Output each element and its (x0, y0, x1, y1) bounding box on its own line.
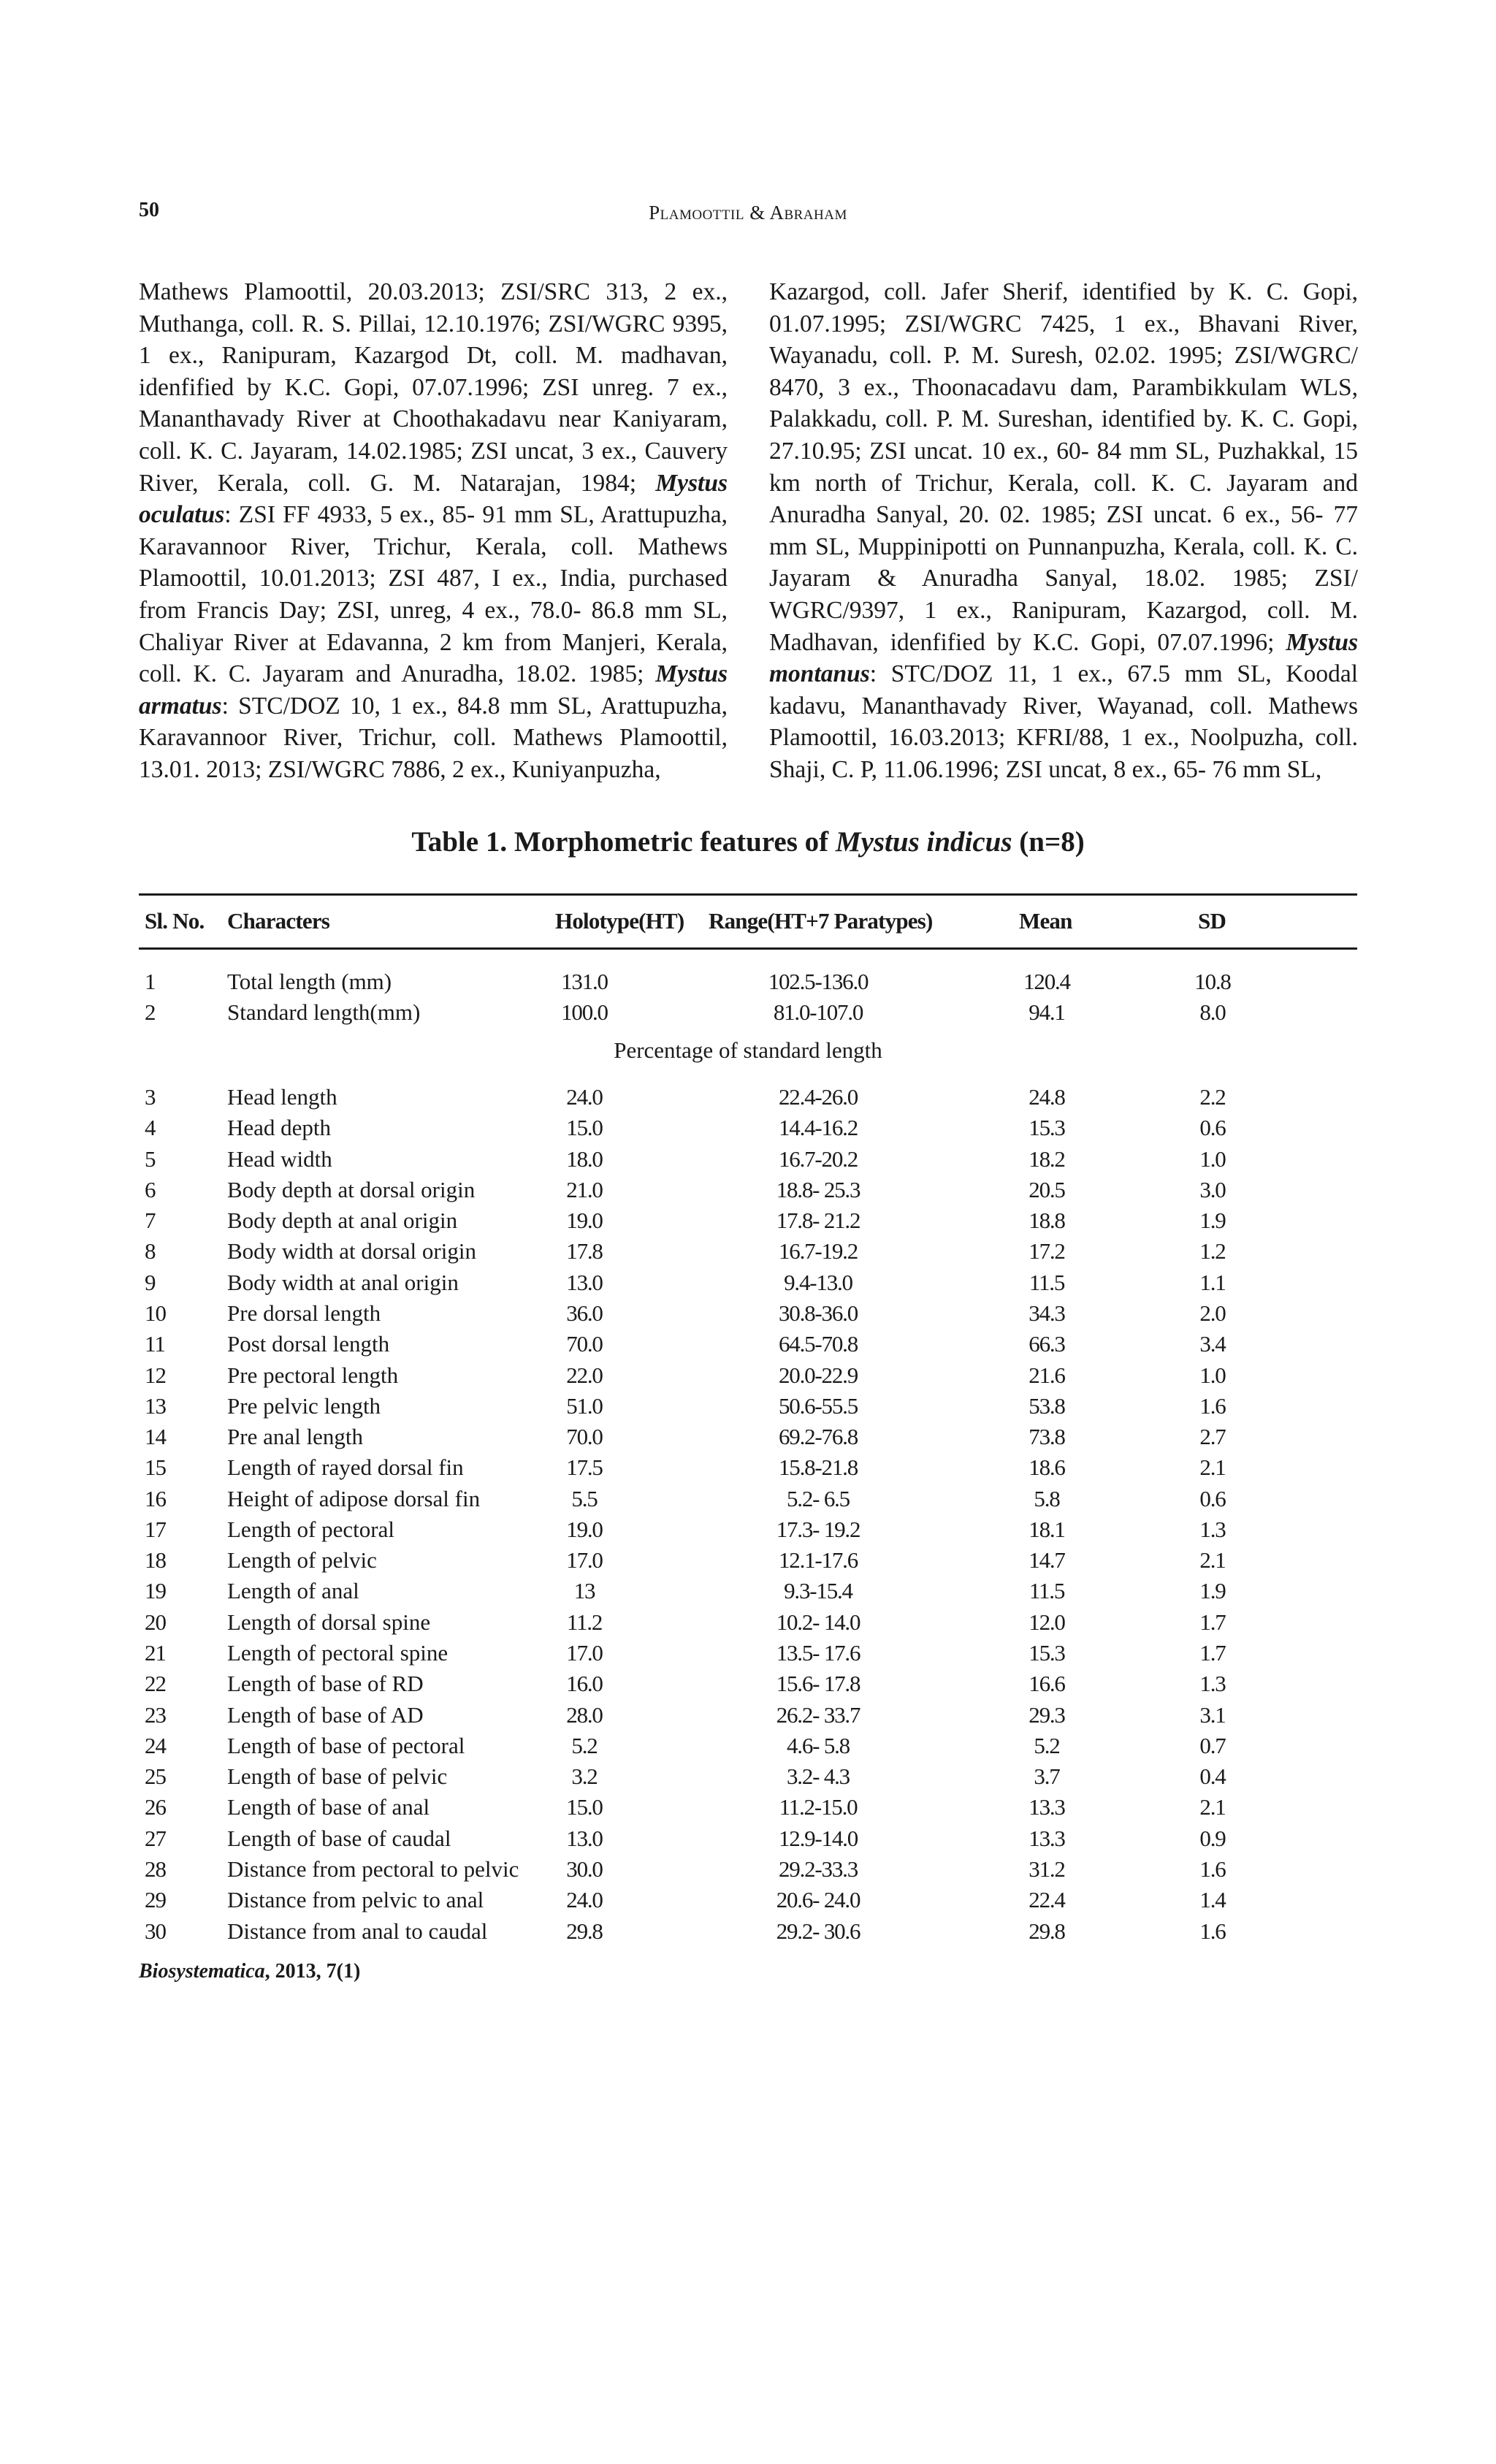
row-number: 7 (145, 1208, 156, 1234)
row-range: 12.9-14.0 (778, 1825, 858, 1851)
table-row (0, 1638, 1496, 1668)
row-character: Length of pectoral spine (227, 1640, 449, 1666)
row-number: 18 (145, 1547, 166, 1574)
row-sd: 1.3 (1199, 1671, 1226, 1697)
row-character: Distance from anal to caudal (227, 1918, 488, 1944)
table-row (0, 1607, 1496, 1638)
row-sd: 1.7 (1199, 1640, 1226, 1666)
left-column (139, 276, 728, 786)
row-number: 23 (145, 1701, 166, 1728)
column-text-segment: : ZSI FF 4933, 5 ex., 85- 91 mm SL, Arattupuzha, Karavannoor River, Trichur, Kerala, coll. Mathews Plamoottil, 10.01.2013; ZSI 487, I ex., India, purchased from Francis Day; ZSI, unreg, 4 ex., 78.0- 86.8 mm SL, Chaliyar River at Edavanna, 2 km from Manjeri, Kerala, coll. K. C. Jayaram and Anuradha, 18.02. 1985; (139, 501, 728, 688)
row-holotype: 51.0 (566, 1392, 603, 1419)
row-number: 9 (145, 1269, 156, 1295)
row-sd: 0.9 (1199, 1825, 1226, 1851)
row-mean: 20.5 (1028, 1176, 1065, 1202)
row-mean: 3.7 (1034, 1763, 1060, 1790)
table-row (0, 1576, 1496, 1606)
row-sd: 1.4 (1199, 1887, 1226, 1913)
row-mean: 5.2 (1034, 1732, 1060, 1758)
column-text-segment: : STC/DOZ 11, 1 ex., 67.5 mm SL, Koodal kadavu, Mananthavady River, Wayanad, coll. Mathews Plamoottil, 16.03.2013; KFRI/88, 1 ex., Noolpuzha, coll. Shaji, C. P, 11.06.1996; ZSI uncat, 8 ex., 65- 76 mm SL, (769, 660, 1358, 783)
header-holotype: Holotype(HT) (555, 908, 684, 934)
row-character: Length of base of caudal (227, 1825, 451, 1851)
row-sd: 0.7 (1199, 1732, 1226, 1758)
row-holotype: 28.0 (566, 1701, 603, 1728)
row-mean: 17.2 (1028, 1238, 1065, 1265)
row-character: Head width (227, 1145, 332, 1172)
journal-name: Biosystematica (139, 1960, 265, 1983)
header-sd: SD (1198, 908, 1226, 934)
row-holotype: 22.0 (566, 1362, 603, 1388)
row-sd: 0.6 (1199, 1485, 1226, 1511)
row-mean: 11.5 (1028, 1578, 1065, 1604)
row-holotype: 70.0 (566, 1331, 603, 1357)
row-mean: 5.8 (1034, 1485, 1060, 1511)
row-range: 50.6-55.5 (778, 1392, 858, 1419)
table-top-rule (139, 893, 1357, 896)
row-holotype: 17.0 (566, 1640, 603, 1666)
row-mean: 73.8 (1028, 1424, 1065, 1450)
row-number: 16 (145, 1485, 166, 1511)
table-row (0, 1761, 1496, 1792)
species-name: Mystus montanus (769, 628, 1358, 688)
header-range: Range(HT+7 Paratypes) (709, 908, 933, 934)
row-number: 8 (145, 1238, 156, 1265)
table-row (0, 1205, 1496, 1236)
table-row (0, 1731, 1496, 1761)
row-holotype: 17.0 (566, 1547, 603, 1574)
row-number: 13 (145, 1392, 166, 1419)
row-range: 20.6- 24.0 (776, 1887, 860, 1913)
row-sd: 2.2 (1199, 1084, 1226, 1110)
row-holotype: 5.2 (571, 1732, 598, 1758)
table-row (0, 1175, 1496, 1205)
row-character: Distance from pelvic to anal (227, 1887, 484, 1913)
table-row (0, 1267, 1496, 1298)
row-number: 11 (145, 1331, 165, 1357)
row-character: Length of pectoral (227, 1516, 394, 1542)
running-head: Plamoottil & Abraham (649, 202, 847, 224)
species-name: Mystus oculatus (139, 469, 728, 529)
row-sd: 0.6 (1199, 1115, 1226, 1141)
table-row (0, 1885, 1496, 1915)
row-number: 17 (145, 1516, 166, 1542)
header-mean: Mean (1019, 908, 1072, 934)
table-title-suffix: (n=8) (1012, 826, 1085, 858)
row-mean: 18.2 (1028, 1145, 1065, 1172)
row-mean: 94.1 (1028, 999, 1065, 1025)
row-sd: 3.0 (1199, 1176, 1226, 1202)
row-number: 2 (145, 999, 156, 1025)
table-row (0, 1823, 1496, 1854)
row-number: 27 (145, 1825, 166, 1851)
row-range: 5.2- 6.5 (787, 1485, 850, 1511)
species-name: Mystus armatus (139, 660, 728, 720)
row-mean: 29.8 (1028, 1918, 1065, 1944)
row-sd: 2.1 (1199, 1454, 1226, 1481)
row-mean: 18.8 (1028, 1208, 1065, 1234)
row-sd: 1.0 (1199, 1145, 1226, 1172)
row-mean: 21.6 (1028, 1362, 1065, 1388)
table-row (0, 1144, 1496, 1175)
row-holotype: 15.0 (566, 1115, 603, 1141)
row-sd: 1.2 (1199, 1238, 1226, 1265)
table-row (0, 1916, 1496, 1947)
row-character: Length of anal (227, 1578, 359, 1604)
section-label: Percentage of standard length (614, 1037, 882, 1063)
table-row (0, 997, 1496, 1028)
row-character: Length of base of anal (227, 1794, 430, 1820)
journal-citation (139, 1960, 360, 1983)
row-range: 9.3-15.4 (784, 1578, 852, 1604)
table-row (0, 1422, 1496, 1452)
row-number: 3 (145, 1084, 156, 1110)
row-mean: 66.3 (1028, 1331, 1065, 1357)
row-number: 15 (145, 1454, 166, 1481)
row-holotype: 17.5 (566, 1454, 603, 1481)
row-holotype: 29.8 (566, 1918, 603, 1944)
row-number: 28 (145, 1856, 166, 1882)
page-number: 50 (139, 199, 159, 221)
row-character: Post dorsal length (227, 1331, 390, 1357)
row-number: 26 (145, 1794, 166, 1820)
row-mean: 15.3 (1028, 1640, 1065, 1666)
row-sd: 1.1 (1199, 1269, 1226, 1295)
row-holotype: 11.2 (566, 1609, 603, 1635)
row-mean: 15.3 (1028, 1115, 1065, 1141)
row-range: 15.6- 17.8 (776, 1671, 860, 1697)
row-holotype: 15.0 (566, 1794, 603, 1820)
column-text-segment: Kazargod, coll. Jafer Sherif, identified by K. C. Gopi, 01.07.1995; ZSI/WGRC 7425, 1 ex., Bhavani River, Wayanadu, coll. P. M. Suresh, 02.02. 1995; ZSI/WGRC/ 8470, 3 ex., Thoonacadavu dam, Parambikkulam WLS, Palakkadu, coll. P. M. Sureshan, identified by. K. C. Gopi, 27.10.95; ZSI uncat. 10 ex., 60- 84 mm SL, Puzhakkal, 15 km north of Trichur, Kerala, coll. K. C. Jayaram and Anuradha Sanyal, 20. 02. 1985; ZSI uncat. 6 ex., 56- 77 mm SL, Muppinipotti on Punnanpuzha, Kerala, coll. K. C. Jayaram & Anuradha Sanyal, 18.02. 1985; ZSI/ WGRC/9397, 1 ex., Ranipuram, Kazargod, coll. M. Madhavan, idenfified by K.C. Gopi, 07.07.1996; (769, 278, 1358, 656)
row-holotype: 36.0 (566, 1300, 603, 1326)
header-sl-no: Sl. No. (145, 908, 205, 934)
row-holotype: 70.0 (566, 1424, 603, 1450)
row-range: 10.2- 14.0 (776, 1609, 860, 1635)
row-range: 4.6- 5.8 (787, 1732, 850, 1758)
row-character: Distance from pectoral to pelvic (227, 1856, 519, 1882)
journal-volume: , 2013, 7(1) (264, 1960, 361, 1983)
row-mean: 11.5 (1028, 1269, 1065, 1295)
row-sd: 2.1 (1199, 1547, 1226, 1574)
table-header-rule (139, 947, 1357, 950)
row-range: 15.8-21.8 (778, 1454, 858, 1481)
row-sd: 2.7 (1199, 1424, 1226, 1450)
row-character: Pre pelvic length (227, 1392, 381, 1419)
row-character: Length of dorsal spine (227, 1609, 431, 1635)
row-sd: 2.1 (1199, 1794, 1226, 1820)
row-sd: 1.0 (1199, 1362, 1226, 1388)
row-range: 26.2- 33.7 (776, 1701, 860, 1728)
row-range: 17.8- 21.2 (776, 1208, 860, 1234)
row-number: 29 (145, 1887, 166, 1913)
row-sd: 1.7 (1199, 1609, 1226, 1635)
row-character: Head depth (227, 1115, 332, 1141)
row-mean: 16.6 (1028, 1671, 1065, 1697)
table-row (0, 1700, 1496, 1731)
row-holotype: 19.0 (566, 1208, 603, 1234)
row-character: Pre pectoral length (227, 1362, 399, 1388)
table-row (0, 1854, 1496, 1885)
table-row (0, 1391, 1496, 1422)
row-holotype: 100.0 (561, 999, 608, 1025)
row-mean: 53.8 (1028, 1392, 1065, 1419)
row-sd: 1.6 (1199, 1918, 1226, 1944)
row-holotype: 17.8 (566, 1238, 603, 1265)
row-number: 19 (145, 1578, 166, 1604)
row-holotype: 13 (573, 1578, 595, 1604)
row-number: 22 (145, 1671, 166, 1697)
row-range: 12.1-17.6 (778, 1547, 858, 1574)
row-range: 81.0-107.0 (773, 999, 863, 1025)
row-character: Length of base of AD (227, 1701, 424, 1728)
table-row (0, 1329, 1496, 1359)
row-holotype: 21.0 (566, 1176, 603, 1202)
row-character: Standard length(mm) (227, 999, 421, 1025)
column-text-segment: : STC/DOZ 10, 1 ex., 84.8 mm SL, Arattupuzha, Karavannoor River, Trichur, coll. Mathews Plamoottil, 13.01. 2013; ZSI/WGRC 7886, 2 ex., Kuniyanpuzha, (139, 692, 728, 783)
row-character: Pre anal length (227, 1424, 363, 1450)
row-range: 16.7-20.2 (778, 1145, 858, 1172)
row-character: Length of pelvic (227, 1547, 377, 1574)
row-character: Length of rayed dorsal fin (227, 1454, 464, 1481)
row-number: 25 (145, 1763, 166, 1790)
row-character: Height of adipose dorsal fin (227, 1485, 481, 1511)
row-character: Head length (227, 1084, 337, 1110)
row-holotype: 3.2 (571, 1763, 598, 1790)
row-number: 21 (145, 1640, 166, 1666)
row-holotype: 30.0 (566, 1856, 603, 1882)
row-sd: 3.4 (1199, 1331, 1226, 1357)
row-sd: 8.0 (1199, 999, 1226, 1025)
right-column-text (769, 276, 1358, 786)
row-sd: 10.8 (1194, 969, 1231, 994)
table-title-prefix: Table 1. Morphometric features of (411, 826, 836, 858)
row-number: 5 (145, 1145, 156, 1172)
table-row (0, 1452, 1496, 1483)
table-row (0, 966, 1496, 997)
row-mean: 14.7 (1028, 1547, 1065, 1574)
row-range: 14.4-16.2 (778, 1115, 858, 1141)
row-holotype: 24.0 (566, 1084, 603, 1110)
row-holotype: 16.0 (566, 1671, 603, 1697)
row-range: 22.4-26.0 (778, 1084, 858, 1110)
row-mean: 13.3 (1028, 1794, 1065, 1820)
row-character: Length of base of pelvic (227, 1763, 448, 1790)
row-number: 30 (145, 1918, 166, 1944)
row-holotype: 13.0 (566, 1269, 603, 1295)
row-range: 29.2- 30.6 (776, 1918, 860, 1944)
row-character: Body width at dorsal origin (227, 1238, 476, 1265)
row-mean: 13.3 (1028, 1825, 1065, 1851)
row-sd: 2.0 (1199, 1300, 1226, 1326)
row-number: 12 (145, 1362, 166, 1388)
row-number: 10 (145, 1300, 166, 1326)
row-character: Length of base of RD (227, 1671, 424, 1697)
row-holotype: 13.0 (566, 1825, 603, 1851)
row-sd: 1.6 (1199, 1392, 1226, 1419)
table-row (0, 1113, 1496, 1143)
header-characters: Characters (227, 908, 330, 934)
row-mean: 31.2 (1028, 1856, 1065, 1882)
row-number: 14 (145, 1424, 166, 1450)
row-mean: 18.6 (1028, 1454, 1065, 1481)
row-range: 9.4-13.0 (784, 1269, 852, 1295)
table-row (0, 1082, 1496, 1113)
row-range: 18.8- 25.3 (776, 1176, 860, 1202)
row-holotype: 19.0 (566, 1516, 603, 1542)
row-range: 29.2-33.3 (778, 1856, 858, 1882)
row-mean: 29.3 (1028, 1701, 1065, 1728)
row-sd: 0.4 (1199, 1763, 1226, 1790)
row-number: 4 (145, 1115, 156, 1141)
table-row (0, 1514, 1496, 1545)
row-character: Body width at anal origin (227, 1269, 459, 1295)
table-row (0, 1360, 1496, 1391)
row-mean: 24.8 (1028, 1084, 1065, 1110)
row-range: 16.7-19.2 (778, 1238, 858, 1265)
left-column-text (139, 276, 728, 786)
row-character: Pre dorsal length (227, 1300, 381, 1326)
table-row (0, 1236, 1496, 1267)
table-row (0, 1298, 1496, 1329)
row-mean: 12.0 (1028, 1609, 1065, 1635)
row-range: 20.0-22.9 (778, 1362, 858, 1388)
row-sd: 3.1 (1199, 1701, 1226, 1728)
column-text-segment: Mathews Plamoottil, 20.03.2013; ZSI/SRC 313, 2 ex., Muthanga, coll. R. S. Pillai, 12.10.1976; ZSI/WGRC 9395, 1 ex., Ranipuram, Kazargod Dt, coll. M. madhavan, idenfified by K.C. Gopi, 07.07.1996; ZSI unreg. 7 ex., Mananthavady River at Choothakadavu near Kaniyaram, coll. K. C. Jayaram, 14.02.1985; ZSI uncat, 3 ex., Cauvery River, Kerala, coll. G. M. Natarajan, 1984; (139, 278, 728, 497)
row-holotype: 18.0 (566, 1145, 603, 1172)
row-range: 69.2-76.8 (778, 1424, 858, 1450)
table-row (0, 1668, 1496, 1699)
row-character: Body depth at dorsal origin (227, 1176, 476, 1202)
row-sd: 1.3 (1199, 1516, 1226, 1542)
table-row (0, 1792, 1496, 1823)
row-number: 6 (145, 1176, 156, 1202)
right-column (769, 276, 1358, 786)
row-holotype: 5.5 (571, 1485, 598, 1511)
row-range: 13.5- 17.6 (776, 1640, 860, 1666)
row-mean: 18.1 (1028, 1516, 1065, 1542)
row-mean: 22.4 (1028, 1887, 1065, 1913)
row-range: 30.8-36.0 (778, 1300, 858, 1326)
row-mean: 120.4 (1023, 969, 1070, 994)
row-range: 102.5-136.0 (768, 969, 869, 994)
table-title (0, 825, 1496, 858)
row-sd: 1.9 (1199, 1578, 1226, 1604)
row-sd: 1.9 (1199, 1208, 1226, 1234)
table-title-species: Mystus indicus (835, 826, 1012, 858)
row-number: 24 (145, 1732, 166, 1758)
table-row (0, 1545, 1496, 1576)
row-sd: 1.6 (1199, 1856, 1226, 1882)
row-range: 3.2- 4.3 (787, 1763, 850, 1790)
row-range: 11.2-15.0 (779, 1794, 858, 1820)
row-holotype: 131.0 (561, 969, 608, 994)
row-character: Body depth at anal origin (227, 1208, 458, 1234)
row-mean: 34.3 (1028, 1300, 1065, 1326)
row-range: 17.3- 19.2 (776, 1516, 860, 1542)
row-character: Length of base of pectoral (227, 1732, 465, 1758)
row-number: 20 (145, 1609, 166, 1635)
row-number: 1 (145, 969, 156, 994)
row-character: Total length (mm) (227, 969, 392, 994)
table-row (0, 1484, 1496, 1514)
row-holotype: 24.0 (566, 1887, 603, 1913)
row-range: 64.5-70.8 (778, 1331, 858, 1357)
